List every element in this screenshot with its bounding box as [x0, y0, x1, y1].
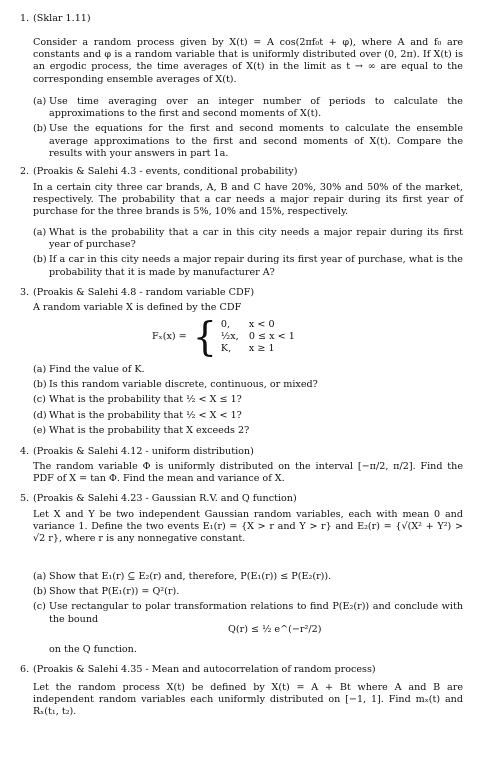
problem-number: 6.	[20, 664, 30, 675]
problem-number: 4.	[20, 446, 30, 457]
list-item: (a) Use time averaging over an integer number of periods to calculate the approximations to the first and second moments of X(t).	[33, 96, 463, 120]
problem-number: 1.	[20, 13, 30, 24]
left-brace-icon: {	[192, 313, 217, 361]
problem-source: (Proakis & Salehi 4.35 - Mean and autocorrelation of random process)	[33, 664, 376, 675]
list-item: (b) Is this random variable discrete, continuous, or mixed?	[33, 379, 318, 391]
problem-6-text: Let the random process X(t) be defined by X(t) = A + Bt where A and B are independent random variables each uniformly distributed on [−1, 1]. Find mₓ(t) and Rₓ(t₁, t₂).	[33, 682, 463, 718]
problem-number: 3.	[20, 287, 30, 298]
problem-5-header	[20, 493, 468, 505]
problem-1-text: Consider a random process given by X(t) = A cos(2πf₀t + φ), where A and f₀ are constants and φ is a random variable that is uniformly distributed over (0, 2π). If X(t) is an ergodic process, the time averages of X(t) in the limit as t → ∞ are equal to the corresponding ensemble averages of X(t).	[33, 37, 463, 85]
q-bound-equation: Q(r) ≤ ½ e^(−r²/2)	[228, 624, 322, 635]
list-item: (c) Use rectangular to polar transformation relations to find P(E₂(r)) and conclude with the bound	[33, 601, 463, 625]
list-item: (b) If a car in this city needs a major repair during its first year of purchase, what is the probability that it is made by manufacturer A?	[33, 254, 463, 278]
problem-5-text: Let X and Y be two independent Gaussian random variables, each with mean 0 and variance 1. Define the two events E₁(r) = {X > r and Y > r} and E₂(r) = {√(X² + Y²) > √2 r}, where r is any nonnegative constant.	[33, 509, 463, 545]
problem-3-text: A random variable X is defined by the CDF	[33, 302, 242, 313]
problem-source: (Proakis & Salehi 4.8 - random variable CDF)	[33, 287, 255, 298]
problem-number: 5.	[20, 493, 30, 504]
problem-2-text: In a certain city three car brands, A, B and C have 20%, 30% and 50% of the market, respectively. The probability that a car needs a major repair during its first year of purchase for the three brands is 5%, 10% and 15%, respectively.	[33, 182, 463, 218]
problem-source: (Proakis & Salehi 4.12 - uniform distribution)	[33, 446, 254, 457]
problem-3-parts	[33, 361, 463, 437]
problem-source: (Sklar 1.11)	[33, 13, 91, 24]
problem-6-header	[20, 664, 468, 676]
problem-2-header	[20, 166, 468, 178]
cdf-equation	[152, 313, 295, 361]
problem-1-header	[20, 13, 468, 25]
list-item: (d) What is the probability that ½ < X < 1?	[33, 409, 242, 421]
cdf-lhs: Fₓ(x) =	[152, 330, 187, 342]
cdf-case: 0, x < 0	[220, 319, 275, 330]
problem-3-header	[20, 287, 468, 299]
problem-5-after: on the Q function.	[49, 644, 137, 655]
cdf-case: K, x ≥ 1	[220, 343, 275, 354]
problem-5-parts	[33, 568, 463, 626]
problem-2-parts	[33, 224, 463, 279]
problem-1-parts	[33, 93, 463, 160]
problem-number: 2.	[20, 166, 30, 177]
list-item: (b) Use the equations for the first and second moments to calculate the ensemble average approximations to the first and second moments of X(t). Compare the results with your answers in part 1a.	[33, 123, 463, 159]
list-item: (a) Show that E₁(r) ⊆ E₂(r) and, therefore, P(E₁(r)) ≤ P(E₂(r)).	[33, 571, 332, 582]
cdf-cases	[221, 319, 295, 355]
problem-source: (Proakis & Salehi 4.23 - Gaussian R.V. and Q function)	[33, 493, 297, 504]
problem-source: (Proakis & Salehi 4.3 - events, conditional probability)	[33, 166, 298, 177]
list-item: (a) What is the probability that a car in this city needs a major repair during its first year of purchase?	[33, 227, 463, 251]
list-item: (b) Show that P(E₁(r)) = Q²(r).	[33, 586, 180, 598]
problem-4-text: The random variable Φ is uniformly distributed on the interval [−π/2, π/2]. Find the PDF of X = tan Φ. Find the mean and variance of X.	[33, 461, 463, 485]
problem-4-header	[20, 446, 468, 458]
list-item: (c) What is the probability that ½ < X ≤ 1?	[33, 394, 242, 406]
list-item: (e) What is the probability that X exceeds 2?	[33, 424, 250, 436]
cdf-case: ½x, 0 ≤ x < 1	[220, 331, 295, 342]
list-item: (a) Find the value of K.	[33, 364, 145, 375]
